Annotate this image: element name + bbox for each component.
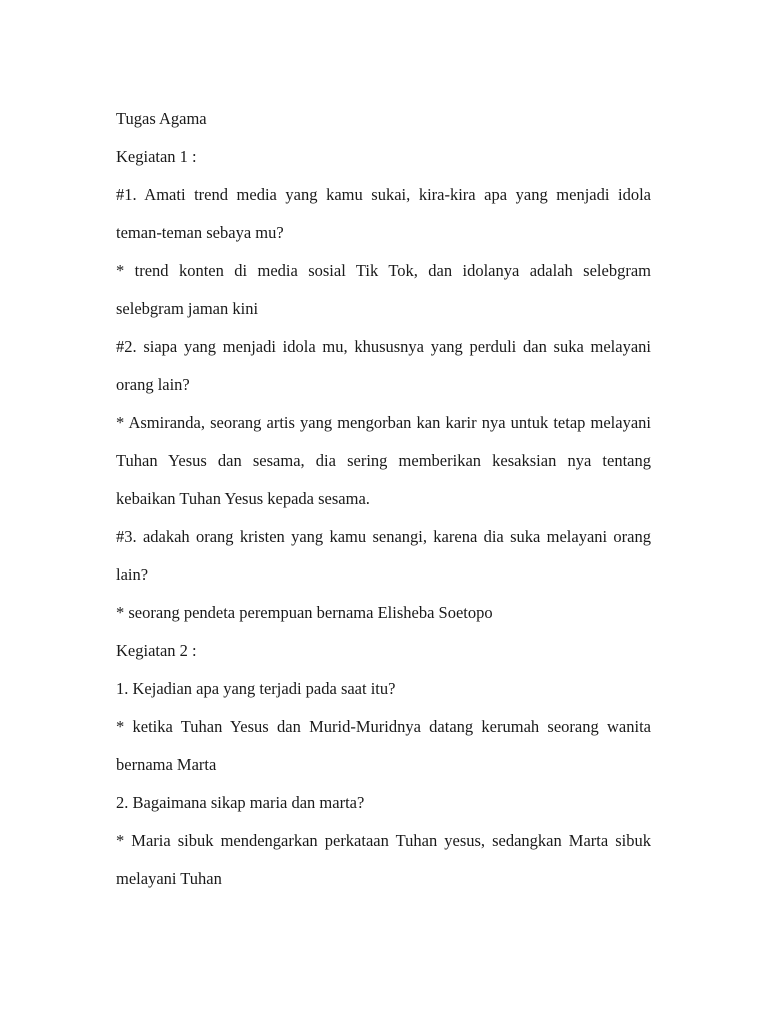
document-body [116,100,651,898]
section-heading-kegiatan-2: Kegiatan 2 : [116,641,197,660]
answer-1: * trend konten di media sosial Tik Tok, dan idolanya adalah selebgram selebgram jaman kini [116,261,651,318]
question-k2-1: 1. Kejadian apa yang terjadi pada saat itu? [116,679,396,698]
document-title: Tugas Agama [116,109,207,128]
question-k2-2: 2. Bagaimana sikap maria dan marta? [116,793,365,812]
answer-3: * seorang pendeta perempuan bernama Elisheba Soetopo [116,603,493,622]
question-1: #1. Amati trend media yang kamu sukai, kira-kira apa yang menjadi idola teman-teman sebaya mu? [116,185,651,242]
answer-2: * Asmiranda, seorang artis yang mengorban kan karir nya untuk tetap melayani Tuhan Yesus dan sesama, dia sering memberikan kesaksian nya tentang kebaikan Tuhan Yesus kepada sesama. [116,413,651,508]
answer-k2-1: * ketika Tuhan Yesus dan Murid-Muridnya datang kerumah seorang wanita bernama Marta [116,717,651,774]
question-3: #3. adakah orang kristen yang kamu senangi, karena dia suka melayani orang lain? [116,527,651,584]
question-2: #2. siapa yang menjadi idola mu, khususnya yang perduli dan suka melayani orang lain? [116,337,651,394]
answer-k2-2: * Maria sibuk mendengarkan perkataan Tuhan yesus, sedangkan Marta sibuk melayani Tuhan [116,831,651,888]
section-heading-kegiatan-1: Kegiatan 1 : [116,147,197,166]
